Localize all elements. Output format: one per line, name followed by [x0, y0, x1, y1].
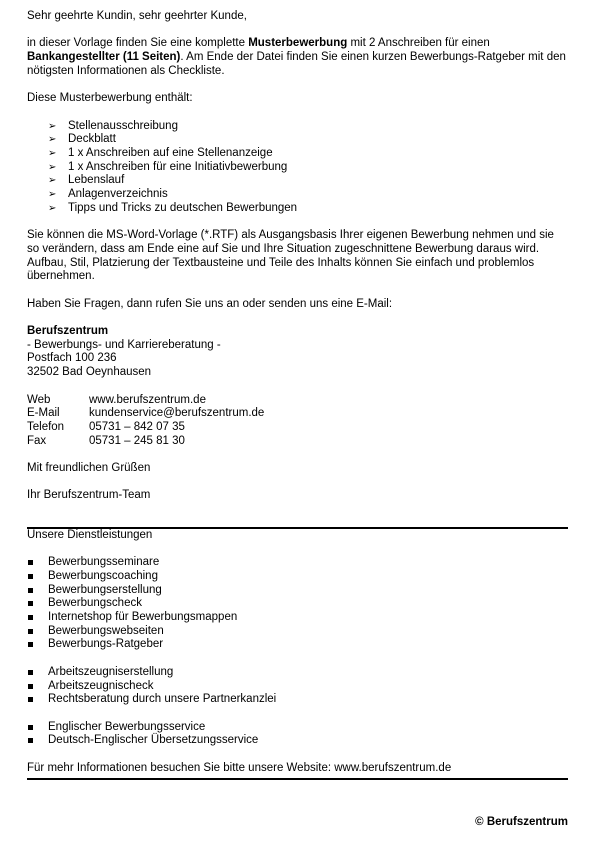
list-item [27, 680, 568, 694]
list-item [27, 666, 568, 680]
square-bullet-icon [28, 670, 33, 675]
list-item [27, 570, 568, 584]
list-item-text: Internetshop für Bewerbungsmappen [48, 611, 238, 624]
arrow-bullet-icon: ➢ [48, 120, 57, 132]
list-item-text: Deutsch-Englischer Übersetzungsservice [48, 734, 259, 747]
square-bullet-icon [28, 697, 33, 702]
list-item-text: Lebenslauf [68, 174, 125, 187]
services-heading: Unsere Dienstleistungen [27, 528, 153, 541]
services-list-1 [27, 556, 568, 652]
contact-value: kundenservice@berufszentrum.de [89, 407, 265, 420]
square-bullet-icon [28, 738, 33, 743]
usage-paragraph: Sie können die MS-Word-Vorlage (*.RTF) als Ausgangsbasis Ihrer eigenen Bewerbung nehmen und sie so verändern, dass am Ende eine auf Sie und Ihre Situation zugeschnittene Bewerbung daraus wird. Aufbau, Stil, Platzierung der Textbausteine und Teile des Inhalts können Sie einfach und problemlos übernehmen. [27, 229, 554, 283]
contains-heading: Diese Musterbewerbung enthält: [27, 92, 193, 105]
intro-bold-1: Musterbewerbung [248, 37, 348, 50]
arrow-bullet-icon: ➢ [48, 161, 57, 173]
list-item-text: Arbeitszeugniserstellung [48, 665, 174, 678]
copyright: © Berufszentrum [475, 816, 568, 828]
list-item-text: Stellenausschreibung [68, 119, 178, 132]
contains-list [27, 120, 568, 216]
list-item-text: Bewerbungscoaching [48, 569, 158, 582]
more-info: Für mehr Informationen besuchen Sie bitte unsere Website: www.berufszentrum.de [27, 761, 452, 774]
list-item [27, 161, 568, 175]
list-item [27, 120, 568, 134]
list-item [27, 584, 568, 598]
arrow-bullet-icon: ➢ [48, 147, 57, 159]
contact-value: 05731 – 842 07 35 [89, 420, 185, 433]
contact-block [27, 394, 568, 449]
arrow-bullet-icon: ➢ [48, 202, 57, 214]
list-item [27, 556, 568, 570]
company-street: Postfach 100 236 [27, 352, 117, 365]
arrow-bullet-icon: ➢ [48, 189, 57, 201]
contact-row [27, 421, 568, 435]
contact-label: Fax [27, 434, 47, 447]
intro-paragraph [27, 37, 568, 78]
divider-bottom [27, 778, 568, 780]
contact-value: 05731 – 245 81 30 [89, 434, 185, 447]
list-item-text: 1 x Anschreiben auf eine Stellenanzeige [68, 146, 273, 159]
company-city: 32502 Bad Oeynhausen [27, 366, 152, 379]
square-bullet-icon [28, 574, 33, 579]
square-bullet-icon [28, 684, 33, 689]
greeting: Sehr geehrte Kundin, sehr geehrter Kunde, [27, 10, 247, 22]
list-item [27, 133, 568, 147]
square-bullet-icon [28, 588, 33, 593]
company-tagline: - Bewerbungs- und Karriereberatung - [27, 338, 221, 351]
list-item-text: Bewerbungs-Ratgeber [48, 638, 164, 651]
intro-bold-2: Bankangestellter (11 Seiten) [27, 51, 181, 64]
list-item-text: Anlagenverzeichnis [68, 188, 168, 201]
list-item [27, 721, 568, 735]
intro-text-1: in dieser Vorlage finden Sie eine komplette [27, 37, 249, 50]
list-item [27, 638, 568, 652]
list-item [27, 611, 568, 625]
list-item [27, 202, 568, 216]
square-bullet-icon [28, 642, 33, 647]
list-item [27, 147, 568, 161]
list-item [27, 693, 568, 707]
arrow-bullet-icon: ➢ [48, 175, 57, 187]
list-item [27, 174, 568, 188]
contact-row [27, 435, 568, 449]
list-item-text: Bewerbungserstellung [48, 583, 162, 596]
list-item-text: Deckblatt [68, 133, 116, 146]
list-item [27, 188, 568, 202]
list-item [27, 734, 568, 748]
contact-row [27, 407, 568, 421]
services-list-2 [27, 666, 568, 707]
services-list-3 [27, 721, 568, 748]
square-bullet-icon [28, 629, 33, 634]
document-page [27, 10, 568, 780]
questions-text: Haben Sie Fragen, dann rufen Sie uns an oder senden uns eine E-Mail: [27, 297, 393, 310]
list-item-text: Arbeitszeugnischeck [48, 679, 154, 692]
arrow-bullet-icon: ➢ [48, 134, 57, 146]
list-item-text: Bewerbungswebseiten [48, 624, 164, 637]
company-name: Berufszentrum [27, 325, 109, 338]
contact-row [27, 394, 568, 408]
signature: Ihr Berufszentrum-Team [27, 489, 151, 502]
contact-label: E-Mail [27, 407, 60, 420]
list-item-text: Englischer Bewerbungsservice [48, 720, 206, 733]
list-item-text: 1 x Anschreiben für eine Initiativbewerbung [68, 160, 288, 173]
square-bullet-icon [28, 560, 33, 565]
square-bullet-icon [28, 615, 33, 620]
square-bullet-icon [28, 725, 33, 730]
list-item [27, 625, 568, 639]
intro-text-2: mit 2 Anschreiben für einen [347, 37, 490, 50]
closing: Mit freundlichen Grüßen [27, 462, 151, 475]
list-item [27, 597, 568, 611]
list-item-text: Bewerbungsseminare [48, 556, 160, 569]
contact-label: Web [27, 393, 51, 406]
list-item-text: Rechtsberatung durch unsere Partnerkanzlei [48, 693, 277, 706]
square-bullet-icon [28, 601, 33, 606]
contact-label: Telefon [27, 420, 65, 433]
intro-text-3: . Am Ende der Datei finden Sie einen kurzen Bewerbungs-Ratgeber mit den nötigsten Informationen als Checkliste. [27, 51, 566, 77]
list-item-text: Bewerbungscheck [48, 597, 142, 610]
list-item-text: Tipps und Tricks zu deutschen Bewerbungen [68, 201, 298, 214]
contact-value: www.berufszentrum.de [89, 393, 206, 406]
